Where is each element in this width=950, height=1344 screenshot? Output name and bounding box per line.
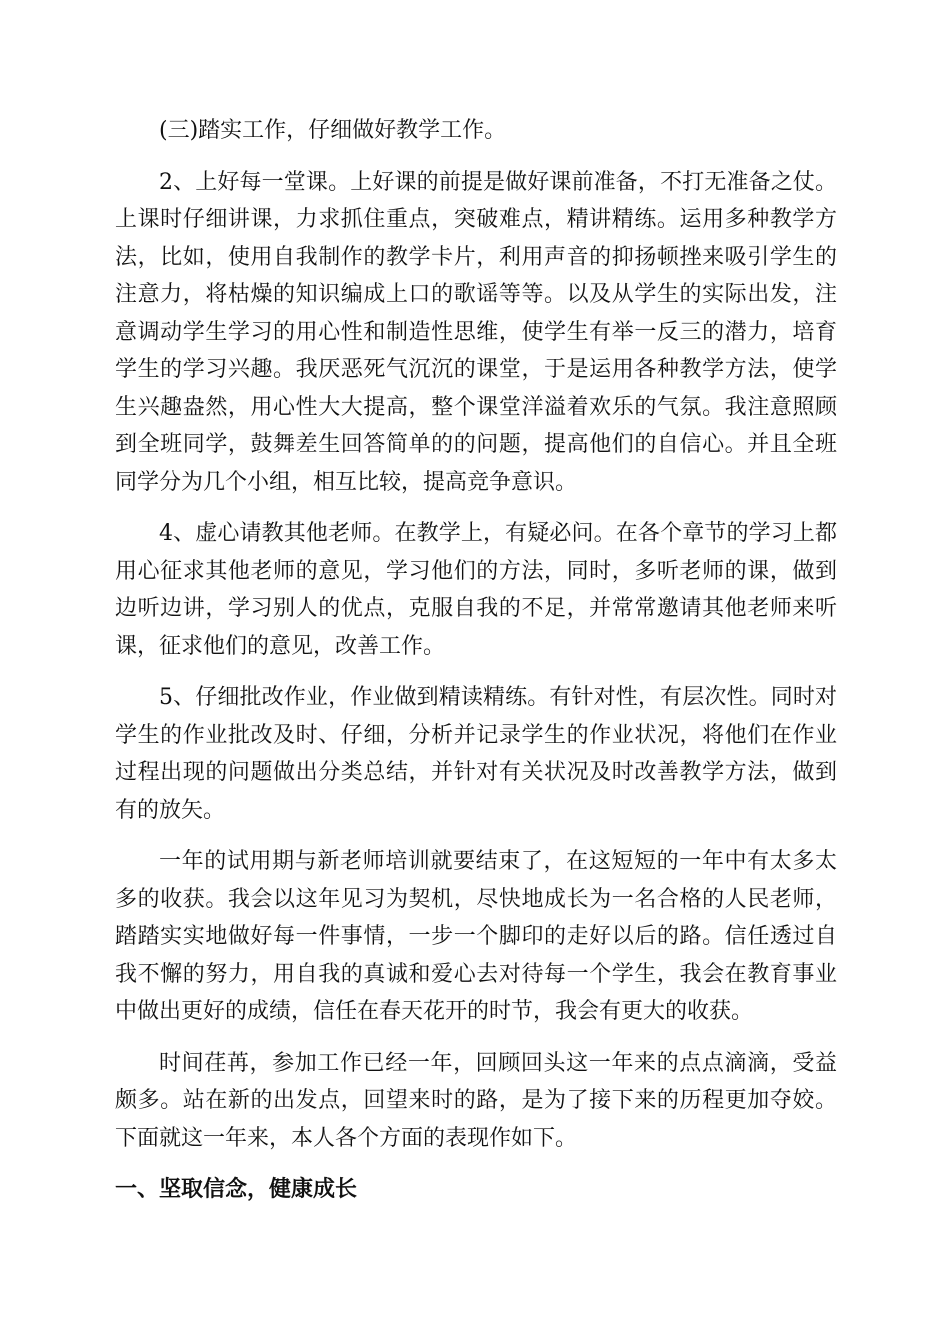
paragraph-homework: 5、仔细批改作业，作业做到精读精练。有针对性，有层次性。同时对学生的作业批改及时、仔细，分析并记录学生的作业状况，将他们在作业过程出现的问题做出分类总结，并针对有关状况及时改善教学方法，做到有的放矢。 <box>115 685 837 823</box>
paragraph-year-review: 时间荏苒，参加工作已经一年，回顾回头这一年来的点点滴滴，受益颇多。站在新的出发点，回望来时的路，是为了接下来的历程更加夺姣。下面就这一年来，本人各个方面的表现作如下。 <box>115 1050 837 1151</box>
paragraph-consult-teachers: 4、虚心请教其他老师。在教学上，有疑必问。在各个章节的学习上都用心征求其他老师的意见，学习他们的方法，同时，多听老师的课，做到边听边讲，学习别人的优点，克服自我的不足，并常常邀请其他老师来听课，征求他们的意见，改善工作。 <box>115 521 837 659</box>
paragraph-probation-summary: 一年的试用期与新老师培训就要结束了，在这短短的一年中有太多太多的收获。我会以这年见习为契机，尽快地成长为一名合格的人民老师，踏踏实实地做好每一件事情，一步一个脚印的走好以后的路。信任透过自我不懈的努力，用自我的真诚和爱心去对待每一个学生，我会在教育事业中做出更好的成绩，信任在春天花开的时节，我会有更大的收获。 <box>115 849 837 1024</box>
paragraph-lesson-prep: 2、上好每一堂课。上好课的前提是做好课前准备，不打无准备之仗。上课时仔细讲课，力求抓住重点，突破难点，精讲精练。运用多种教学方法，比如，使用自我制作的教学卡片，利用声音的抑扬顿挫来吸引学生的注意力，将枯燥的知识编成上口的歌谣等等。以及从学生的实际出发，注意调动学生学习的用心性和制造性思维，使学生有举一反三的潜力，培育学生的学习兴趣。我厌恶死气沉沉的课堂，于是运用各种教学方法，使学生兴趣盎然，用心性大大提高，整个课堂洋溢着欢乐的气氛。我注意照顾到全班同学，鼓舞差生回答简单的的问题，提高他们的自信心。并且全班同学分为几个小组，相互比较，提高竞争意识。 <box>115 169 837 495</box>
section-heading: 一、坚取信念，健康成长 <box>115 1176 358 1202</box>
section-label: (三)踏实工作，仔细做好教学工作。 <box>159 118 507 143</box>
document-page <box>115 112 837 1209</box>
